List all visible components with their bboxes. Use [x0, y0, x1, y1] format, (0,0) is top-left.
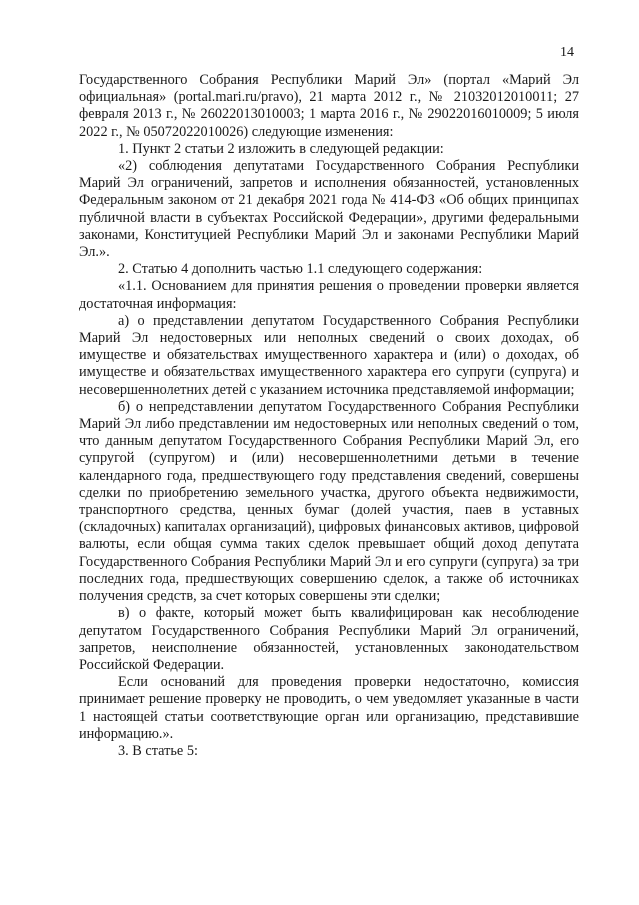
paragraph-quote-point-2: «2) соблюдения депутатами Государственного Собрания Республики Марий Эл ограничений, запретов и исполнения обязанностей, установленных Федеральным законом от 21 декабря 2021 года № 414-ФЗ «Об общих принципах публичной власти в субъектах Российской Федерации», другими федеральными законами, Конституцией Республики Марий Эл и законами Республики Марий Эл.».	[79, 158, 579, 261]
document-body	[79, 72, 579, 760]
paragraph-subpoint-v: в) о факте, который может быть квалифицирован как несоблюдение депутатом Государственного Собрания Республики Марий Эл ограничений, запретов, неисполнение обязанностей, установленных законодательством Российской Федерации.	[79, 605, 579, 673]
paragraph-part-1-1: «1.1. Основанием для принятия решения о проведении проверки является достаточная информация:	[79, 278, 579, 312]
page-number: 14	[560, 45, 574, 60]
paragraph-item-3: 3. В статье 5:	[118, 742, 198, 759]
paragraph-item-2: 2. Статью 4 дополнить частью 1.1 следующего содержания:	[118, 261, 483, 278]
paragraph-subpoint-b: б) о непредставлении депутатом Государственного Собрания Республики Марий Эл либо представлении им недостоверных или неполных сведений о том, что данным депутатом Государственного Собрания Республики Марий Эл, его супругой (супругом) и (или) несовершеннолетними детьми в течение календарного года, предшествующего году представления сведений, совершены сделки по приобретению земельного участка, другого объекта недвижимости, транспортного средства, ценных бумаг (долей участия, паев в уставных (складочных) капиталах организаций), цифровых финансовых активов, цифровой валюты, если общая сумма таких сделок превышает общий доход депутата Государственного Собрания Республики Марий Эл и его супруги (супруга) за три последних года, предшествующих совершению сделок, а также об источниках получения средств, за счет которых совершены эти сделки;	[79, 398, 579, 605]
paragraph-subpoint-a: а) о представлении депутатом Государственного Собрания Республики Марий Эл недостоверных или неполных сведений о своих доходах, об имуществе и обязательствах имущественного характера и (или) о доходах, об имуществе и обязательствах имущественного характера его супруги (супруга) и несовершеннолетних детей с указанием источника представляемой информации;	[79, 312, 579, 398]
paragraph-insufficient-grounds: Если оснований для проведения проверки недостаточно, комиссия принимает решение проверку не проводить, о чем уведомляет указанные в части 1 настоящей статьи соответствующие орган или организацию, представившие информацию.».	[79, 674, 579, 742]
paragraph-continuation: Государственного Собрания Республики Марий Эл» (портал «Марий Эл официальная» (portal.mari.ru/pravo), 21 марта 2012 г., № 21032012010011; 27 февраля 2013 г., № 26022013010003; 1 марта 2016 г., № 29022016010009; 5 июля 2022 г., № 05072022010026) следующие изменения:	[79, 72, 579, 140]
paragraph-item-1: 1. Пункт 2 статьи 2 изложить в следующей редакции:	[118, 140, 444, 157]
